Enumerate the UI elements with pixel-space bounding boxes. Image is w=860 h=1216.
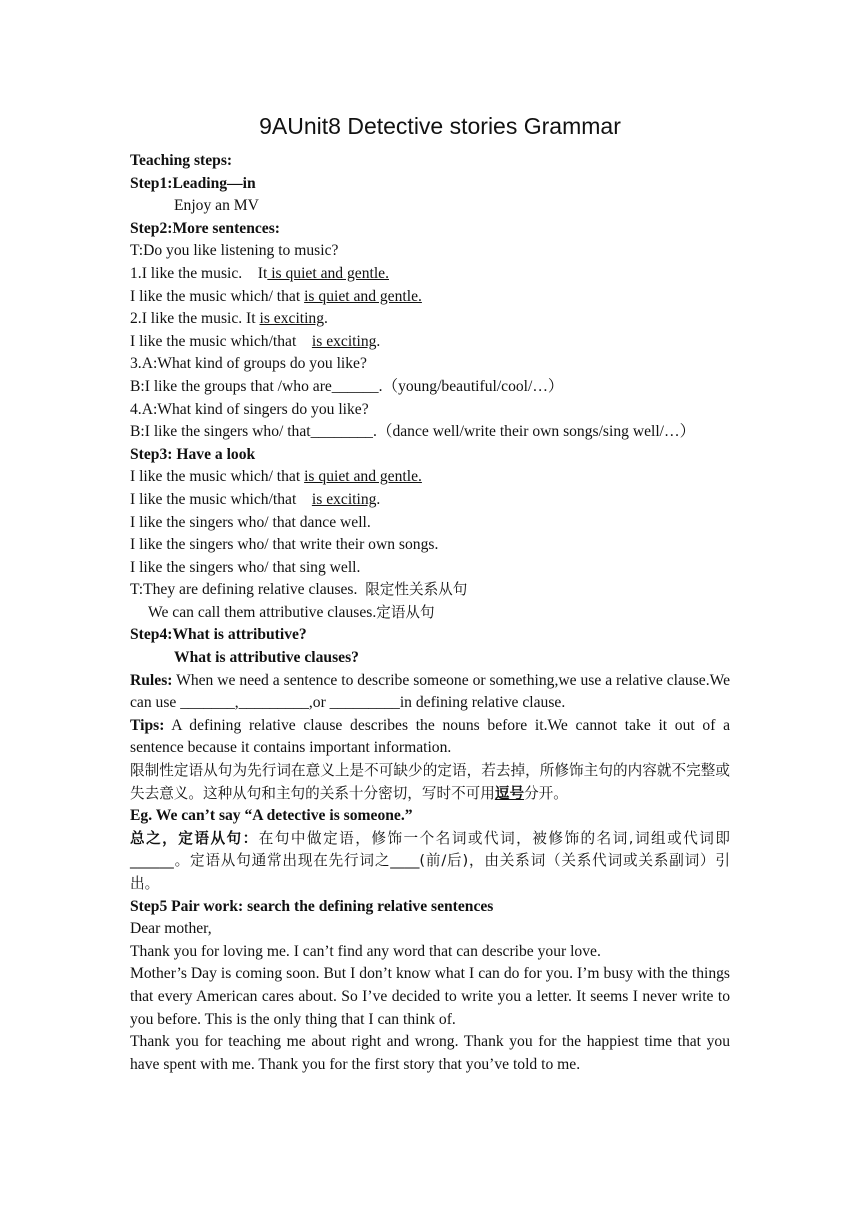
step1-item: Enjoy an MV bbox=[174, 197, 259, 215]
step5-heading: Step5 Pair work: search the defining relative sentences bbox=[130, 897, 494, 915]
step2-answer-4b: B:I like the singers who/ that________.（dance well/write their own songs/sing well/…） bbox=[130, 423, 696, 441]
step3-line-1: I like the music which/ that is quiet and gentle. bbox=[130, 468, 422, 486]
step3-line-2: I like the music which/that is exciting. bbox=[130, 490, 381, 508]
letter-paragraph-1: Thank you for loving me. I can’t find any word that can describe your love. bbox=[130, 942, 601, 960]
step2-sentence-1a: 1.I like the music. It is quiet and gentle. bbox=[130, 264, 389, 282]
step4-rules: Rules: When we need a sentence to describe someone or something,we use a relative clause.We can use _______,_________,or _________in defining relative clause. bbox=[130, 671, 730, 712]
step2-sentence-1b: I like the music which/ that is quiet and gentle. bbox=[130, 287, 422, 305]
step2-answer-3b: B:I like the groups that /who are______.（young/beautiful/cool/…） bbox=[130, 377, 564, 395]
step2-heading: Step2:More sentences: bbox=[130, 219, 280, 237]
step2-question: T:Do you like listening to music? bbox=[130, 242, 339, 260]
step2-sentence-2a: 2.I like the music. It is exciting. bbox=[130, 310, 328, 328]
step3-teacher-line-1: T:They are defining relative clauses. 限定性关系从句 bbox=[130, 581, 468, 599]
step2-question-4a: 4.A:What kind of singers do you like? bbox=[130, 400, 369, 418]
step3-heading: Step3: Have a look bbox=[130, 445, 256, 463]
document-body bbox=[130, 150, 730, 1076]
letter-paragraph-2: Mother’s Day is coming soon. But I don’t know what I can do for you. I’m busy with the things that every American cares about. So I’ve decided to write you a letter. It seems I never write to you before. This is the only thing that I can think of. bbox=[130, 965, 730, 1028]
step2-sentence-2b: I like the music which/that is exciting. bbox=[130, 332, 381, 350]
page-title: 9AUnit8 Detective stories Grammar bbox=[259, 113, 621, 139]
teaching-steps-heading: Teaching steps: bbox=[130, 152, 233, 169]
step3-line-5: I like the singers who/ that sing well. bbox=[130, 558, 361, 576]
step4-summary: 总之，定语从句：在句中做定语，修饰一个名词或代词，被修饰的名词,词组或代词即______。定语从句通常出现在先行词之____(前/后)，由关系词（关系代词或关系副词）引出。 bbox=[130, 829, 730, 892]
letter-greeting: Dear mother, bbox=[130, 920, 212, 938]
step4-example: Eg. We can’t say “A detective is someone.” bbox=[130, 807, 413, 825]
step2-question-3a: 3.A:What kind of groups do you like? bbox=[130, 355, 367, 373]
step4-tips: Tips: A defining relative clause describes the nouns before it.We cannot take it out of a sentence because it contains important information. bbox=[130, 716, 730, 757]
step1-heading: Step1:Leading—in bbox=[130, 174, 256, 192]
step4-chinese-note: 限制性定语从句为先行词在意义上是不可缺少的定语，若去掉，所修饰主句的内容就不完整或失去意义。这种从句和主句的关系十分密切，写时不可用逗号分开。 bbox=[130, 762, 730, 802]
step3-teacher-line-2: We can call them attributive clauses.定语从句 bbox=[148, 603, 435, 621]
letter-paragraph-3: Thank you for teaching me about right and wrong. Thank you for the happiest time that you have spent with me. Thank you for the first story that you’ve told to me. bbox=[130, 1033, 730, 1073]
step4-subheading: What is attributive clauses? bbox=[174, 649, 359, 667]
step4-heading: Step4:What is attributive? bbox=[130, 626, 307, 644]
step3-line-3: I like the singers who/ that dance well. bbox=[130, 513, 371, 531]
step3-line-4: I like the singers who/ that write their own songs. bbox=[130, 536, 439, 554]
